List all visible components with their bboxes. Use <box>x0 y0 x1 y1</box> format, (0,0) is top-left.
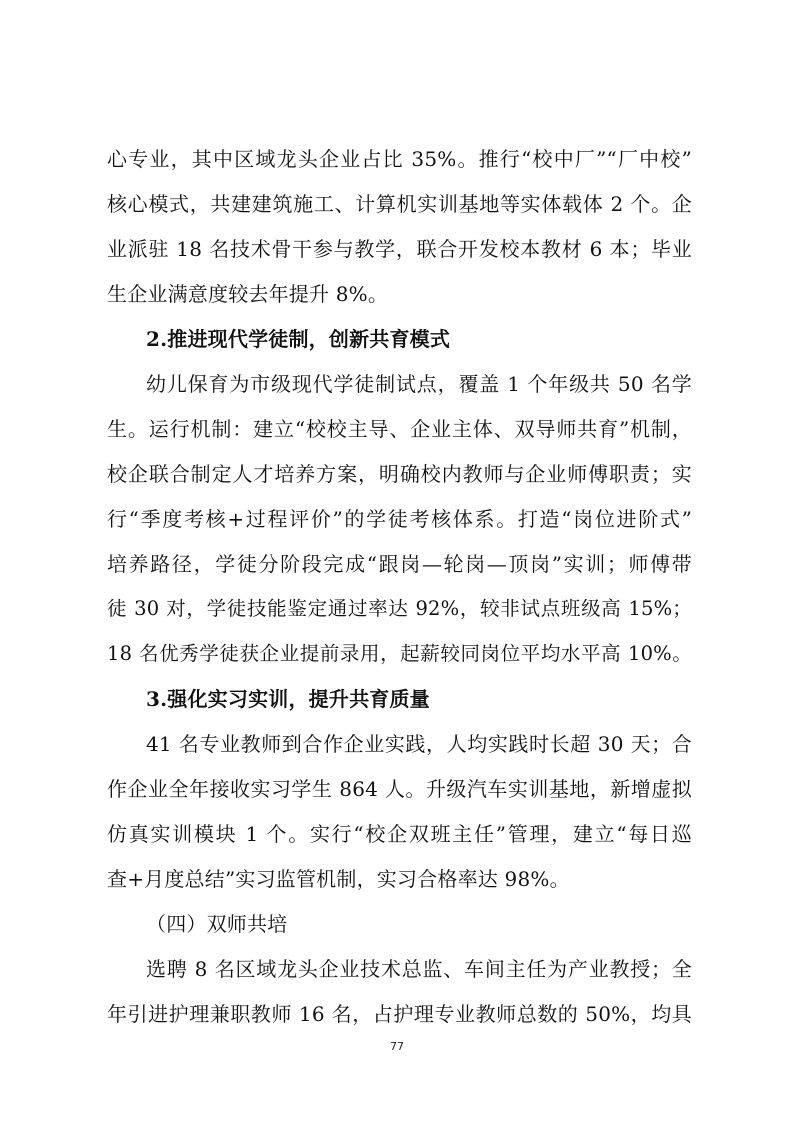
body-text-line: 18 名优秀学徒获企业提前录用，起薪较同岗位平均水平高 10%。 <box>107 642 692 665</box>
page-number: 77 <box>390 1040 404 1053</box>
subsection-heading: （四）双师共培 <box>146 912 288 936</box>
body-text-line: 徒 30 对，学徒技能鉴定通过率达 92%，较非试点班级高 15%； <box>107 597 692 620</box>
paragraph-first-line: 幼儿保育为市级现代学徒制试点，覆盖 1 个年级共 50 名学 <box>146 372 692 396</box>
body-text-line: 培养路径，学徒分阶段完成“跟岗—轮岗—顶岗”实训；师傅带 <box>107 552 692 576</box>
body-text-line: 查+月度总结”实习监管机制，实习合格率达 98%。 <box>107 867 570 891</box>
body-text-line: 年引进护理兼职教师 16 名，占护理专业教师总数的 50%，均具 <box>107 1002 692 1026</box>
body-text-line: 心专业，其中区域龙头企业占比 35%。推行“校中厂”“厂中校” <box>107 147 692 171</box>
body-text-line: 校企联合制定人才培养方案，明确校内教师与企业师傅职责；实 <box>107 462 692 486</box>
body-text-line: 业派驻 18 名技术骨干参与教学，联合开发校本教材 6 本；毕业 <box>107 237 692 261</box>
body-text-line: 行“季度考核+过程评价”的学徒考核体系。打造“岗位进阶式” <box>107 507 692 531</box>
body-text-line: 生。运行机制：建立“校校主导、企业主体、双导师共育”机制， <box>107 417 692 441</box>
paragraph-first-line: 41 名专业教师到合作企业实践，人均实践时长超 30 天；合 <box>146 732 692 756</box>
body-text-line: 核心模式，共建建筑施工、计算机实训基地等实体载体 2 个。企 <box>107 192 692 216</box>
section-heading: 2.推进现代学徒制，创新共育模式 <box>146 327 451 351</box>
section-heading: 3.强化实习实训，提升共育质量 <box>146 687 430 711</box>
body-text-line: 生企业满意度较去年提升 8%。 <box>107 282 389 306</box>
body-text-line: 作企业全年接收实习学生 864 人。升级汽车实训基地，新增虚拟 <box>107 777 692 801</box>
paragraph-first-line: 选聘 8 名区域龙头企业技术总监、车间主任为产业教授；全 <box>146 957 692 981</box>
body-text-line: 仿真实训模块 1 个。实行“校企双班主任”管理，建立“每日巡 <box>107 822 692 846</box>
